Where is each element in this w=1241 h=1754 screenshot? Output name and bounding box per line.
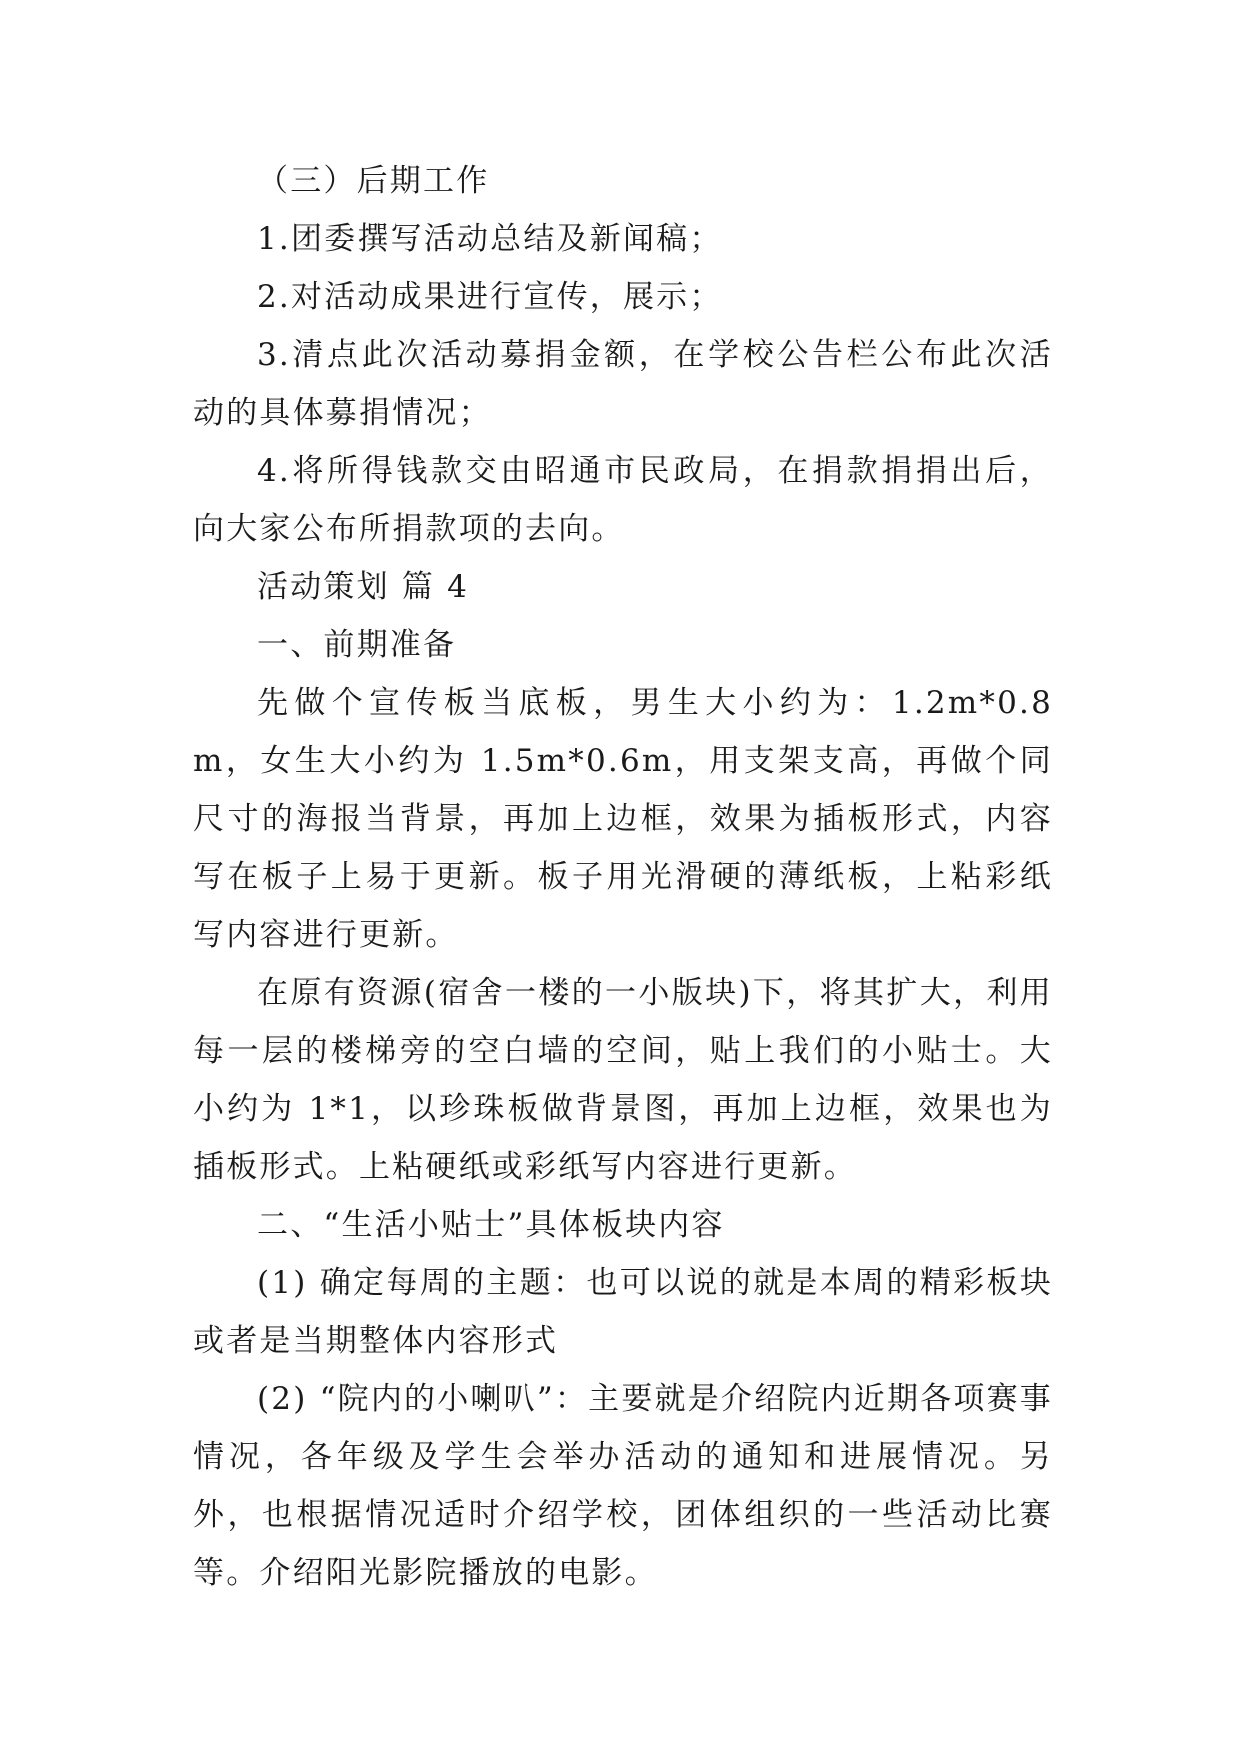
body-paragraph: 先做个宣传板当底板，男生大小约为：1.2m*0.8 m，女生大小约为 1.5m*0.6m，用支架支高，再做个同尺寸的海报当背景，再加上边框，效果为插板形式，内容写在板子上易于更新。板子用光滑硬的薄纸板，上粘彩纸写内容进行更新。 <box>193 685 1053 953</box>
section-heading-later-work: （三）后期工作 <box>257 163 490 199</box>
list-item: 1.团委撰写活动总结及新闻稿； <box>257 221 723 257</box>
list-item: (1) 确定每周的主题：也可以说的就是本周的精彩板块或者是当期整体内容形式 <box>193 1265 1053 1359</box>
article-title: 活动策划 篇 4 <box>257 569 470 605</box>
section-heading-preparation: 一、前期准备 <box>257 627 457 663</box>
document-body <box>193 152 1053 1602</box>
list-item: (2) “院内的小喇叭”：主要就是介绍院内近期各项赛事情况，各年级及学生会举办活动的通知和进展情况。另外，也根据情况适时介绍学校，团体组织的一些活动比赛等。介绍阳光影院播放的电影。 <box>193 1381 1053 1591</box>
list-item: 3.清点此次活动募捐金额，在学校公告栏公布此次活动的具体募捐情况； <box>193 337 1053 431</box>
section-heading-tips-content: 二、“生活小贴士”具体板块内容 <box>257 1207 725 1243</box>
list-item: 4.将所得钱款交由昭通市民政局，在捐款捐捐出后，向大家公布所捐款项的去向。 <box>193 453 1053 547</box>
body-paragraph: 在原有资源(宿舍一楼的一小版块)下，将其扩大，利用每一层的楼梯旁的空白墙的空间，贴上我们的小贴士。大小约为 1*1，以珍珠板做背景图，再加上边框，效果也为插板形式。上粘硬纸或彩纸写内容进行更新。 <box>193 975 1053 1185</box>
list-item: 2.对活动成果进行宣传，展示； <box>257 279 723 315</box>
